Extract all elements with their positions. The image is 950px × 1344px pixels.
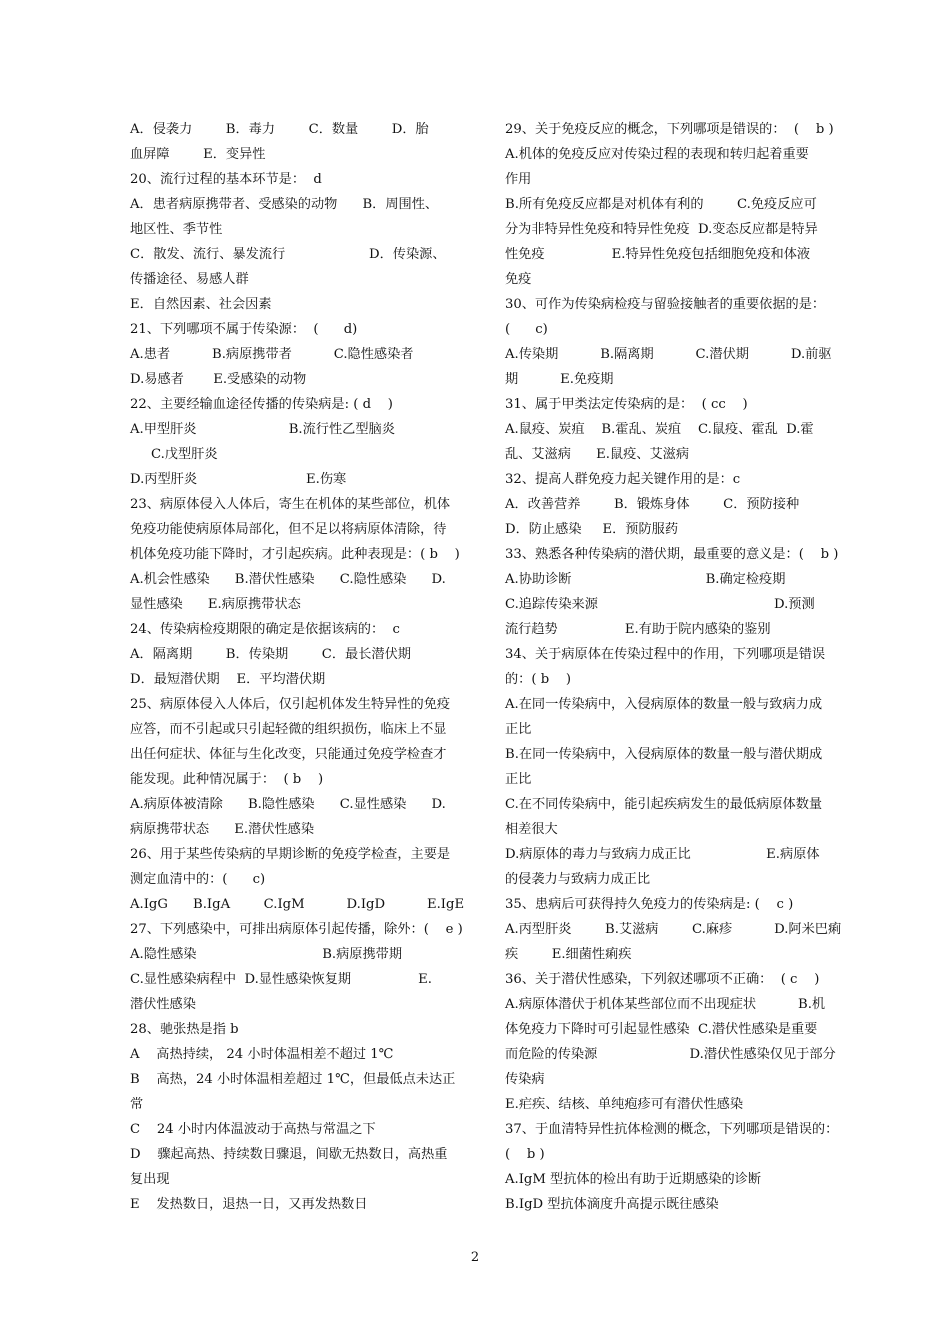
text-line: A.机体的免疫反应对传染过程的表现和转归起着重要 [505,147,809,162]
text-line: 24、传染病检疫期限的确定是依据该病的： c [130,622,400,637]
text-line: A.IgG B.IgA C.IgM D.IgD E.IgE [130,897,465,912]
text-line: 免疫 [505,272,532,287]
text-line: 31、属于甲类法定传染病的是： ( cc ) [505,397,748,412]
text-line: 出任何症状、体征与生化改变，只能通过免疫学检查才 [130,747,447,762]
text-line: 显性感染 E.病原携带状态 [130,597,301,612]
text-line: C 24 小时内体温波动于高热与常温之下 [130,1122,376,1137]
text-line: 分为非特异性免疫和特异性免疫 D.变态反应都是特异 [505,222,818,237]
text-line: B.所有免疫反应都是对机体有利的 C.免疫反应可 [505,197,817,212]
text-line: 流行趋势 E.有助于院内感染的鉴别 [505,622,771,637]
text-line: 29、关于免疫反应的概念，下列哪项是错误的： ( b ) [505,122,834,137]
text-line: A.病原体潜伏于机体某些部位而不出现症状 B.机 [505,997,826,1012]
text-line: 正比 [505,722,532,737]
text-line: 的侵袭力与致病力成正比 [505,872,651,887]
text-line: 传染病 [505,1072,545,1087]
text-line: 20、流行过程的基本环节是： d [130,172,322,187]
text-line: 34、关于病原体在传染过程中的作用，下列哪项是错误 [505,647,826,662]
text-line: C.显性感染病程中 D.显性感染恢复期 E. [130,972,433,987]
text-line: 21、下列哪项不属于传染源： ( d) [130,322,358,337]
left-column [130,117,472,1217]
text-line: A.IgM 型抗体的检出有助于近期感染的诊断 [505,1172,762,1187]
text-line: 37、于血清特异性抗体检测的概念，下列哪项是错误的： [505,1122,839,1137]
text-line: 35、患病后可获得持久免疫力的传染病是: ( c ) [505,897,794,912]
text-line: 26、用于某些传染病的早期诊断的免疫学检查，主要是 [130,847,451,862]
text-line: C.在不同传染病中，能引起疾病发生的最低病原体数量 [505,797,823,812]
text-line: 免疫功能使病原体局部化，但不足以将病原体清除，待 [130,522,447,537]
text-line: 28、驰张热是指 b [130,1022,239,1037]
text-line: 乱、艾滋病 E.鼠疫、艾滋病 [505,447,690,462]
text-line: 传播途径、易感人群 [130,272,249,287]
text-line: 血屏障 E．变异性 [130,147,266,162]
text-line: 性免疫 E.特异性免疫包括细胞免疫和体液 [505,247,811,262]
text-line: 地区性、季节性 [130,222,223,237]
text-line: E.疟疾、结核、单纯疱疹可有潜伏性感染 [505,1097,744,1112]
text-line: 相差很大 [505,822,558,837]
text-line: 机体免疫功能下降时，才引起疾病。此种表现是：( b ) [130,547,460,562]
text-line: 33、熟悉各种传染病的潜伏期，最重要的意义是：( b ) [505,547,839,562]
text-line: 32、提高人群免疫力起关键作用的是：c [505,472,741,487]
text-line: 病原携带状态 E.潜伏性感染 [130,822,315,837]
text-line: A.在同一传染病中，入侵病原体的数量一般与致病力成 [505,697,823,712]
text-line: D．防止感染 E．预防服药 [505,522,679,537]
text-line: A.丙型肝炎 B.艾滋病 C.麻疹 D.阿米巴痢 [505,922,842,937]
text-line: 27、下列感染中，可排出病原体引起传播，除外：( e ) [130,922,463,937]
right-column [505,117,849,1217]
text-line: 体免疫力下降时可引起显性感染 C.潜伏性感染是重要 [505,1022,818,1037]
text-line: 而危险的传染源 D.潜伏性感染仅见于部分 [505,1047,836,1062]
text-line: D.丙型肝炎 E.伤寒 [130,472,347,487]
text-line: 正比 [505,772,532,787]
text-line: D.病原体的毒力与致病力成正比 E.病原体 [505,847,820,862]
text-line: 25、病原体侵入人体后，仅引起机体发生特异性的免疫 [130,697,451,712]
text-line: 潜伏性感染 [130,997,196,1012]
text-line: A．患者病原携带者、受感染的动物 B．周围性、 [130,197,439,212]
text-line: ( c) [505,322,548,337]
text-line: A.甲型肝炎 B.流行性乙型脑炎 [130,422,395,437]
text-line: 的：( b ) [505,672,572,687]
text-line: 能发现。此种情况属于： ( b ) [130,772,324,787]
text-line: 作用 [505,172,532,187]
text-line: 常 [130,1097,144,1112]
text-line: 期 E.免疫期 [505,372,614,387]
text-line: E．自然因素、社会因素 [130,297,272,312]
text-line: A．侵袭力 B．毒力 C．数量 D．胎 [130,122,429,137]
text-line: D．最短潜伏期 E．平均潜伏期 [130,672,326,687]
text-line: ( b ) [505,1147,545,1162]
text-line: B.在同一传染病中，入侵病原体的数量一般与潜伏期成 [505,747,823,762]
text-line: B.IgD 型抗体滴度升高提示既往感染 [505,1197,719,1212]
text-line: B 高热，24 小时体温相差超过 1℃，但最低点未达正 [130,1072,456,1087]
text-line: C.追踪传染来源 D.预测 [505,597,815,612]
text-line: A.病原体被清除 B.隐性感染 C.显性感染 D. [130,797,446,812]
text-line: 应答，而不引起或只引起轻微的组织损伤，临床上不显 [130,722,447,737]
text-line: 30、可作为传染病检疫与留验接触者的重要依据的是： [505,297,826,312]
text-line: A.机会性感染 B.潜伏性感染 C.隐性感染 D. [130,572,446,587]
text-line: C．散发、流行、暴发流行 D．传染源、 [130,247,446,262]
text-line: A.传染期 B.隔离期 C.潜伏期 D.前驱 [505,347,832,362]
text-line: 23、病原体侵入人体后，寄生在机体的某些部位，机体 [130,497,451,512]
text-line: A.协助诊断 B.确定检疫期 [505,572,786,587]
text-line: A.隐性感染 B.病原携带期 [130,947,403,962]
text-line: D 骤起高热、持续数日骤退，间歇无热数日，高热重 [130,1147,448,1162]
text-line: C.戊型肝炎 [130,447,218,462]
text-line: 测定血清中的：( c) [130,872,266,887]
text-line: E 发热数日，退热一日，又再发热数日 [130,1197,368,1212]
text-line: D.易感者 E.受感染的动物 [130,372,307,387]
text-line: A.鼠疫、炭疽 B.霍乱、炭疽 C.鼠疫、霍乱 D.霍 [505,422,814,437]
text-line: 36、关于潜伏性感染，下列叙述哪项不正确： ( c ) [505,972,820,987]
text-line: A．改善营养 B．锻炼身体 C．预防接种 [505,497,800,512]
text-line: 复出现 [130,1172,170,1187]
text-line: A 高热持续， 24 小时体温相差不超过 1℃ [130,1047,394,1062]
page-number: 2 [470,1250,480,1265]
text-line: A.患者 B.病原携带者 C.隐性感染者 [130,347,414,362]
text-line: A．隔离期 B．传染期 C．最长潜伏期 [130,647,411,662]
text-line: 22、主要经输血途径传播的传染病是: ( d ) [130,397,393,412]
text-line: 疾 E.细菌性痢疾 [505,947,632,962]
